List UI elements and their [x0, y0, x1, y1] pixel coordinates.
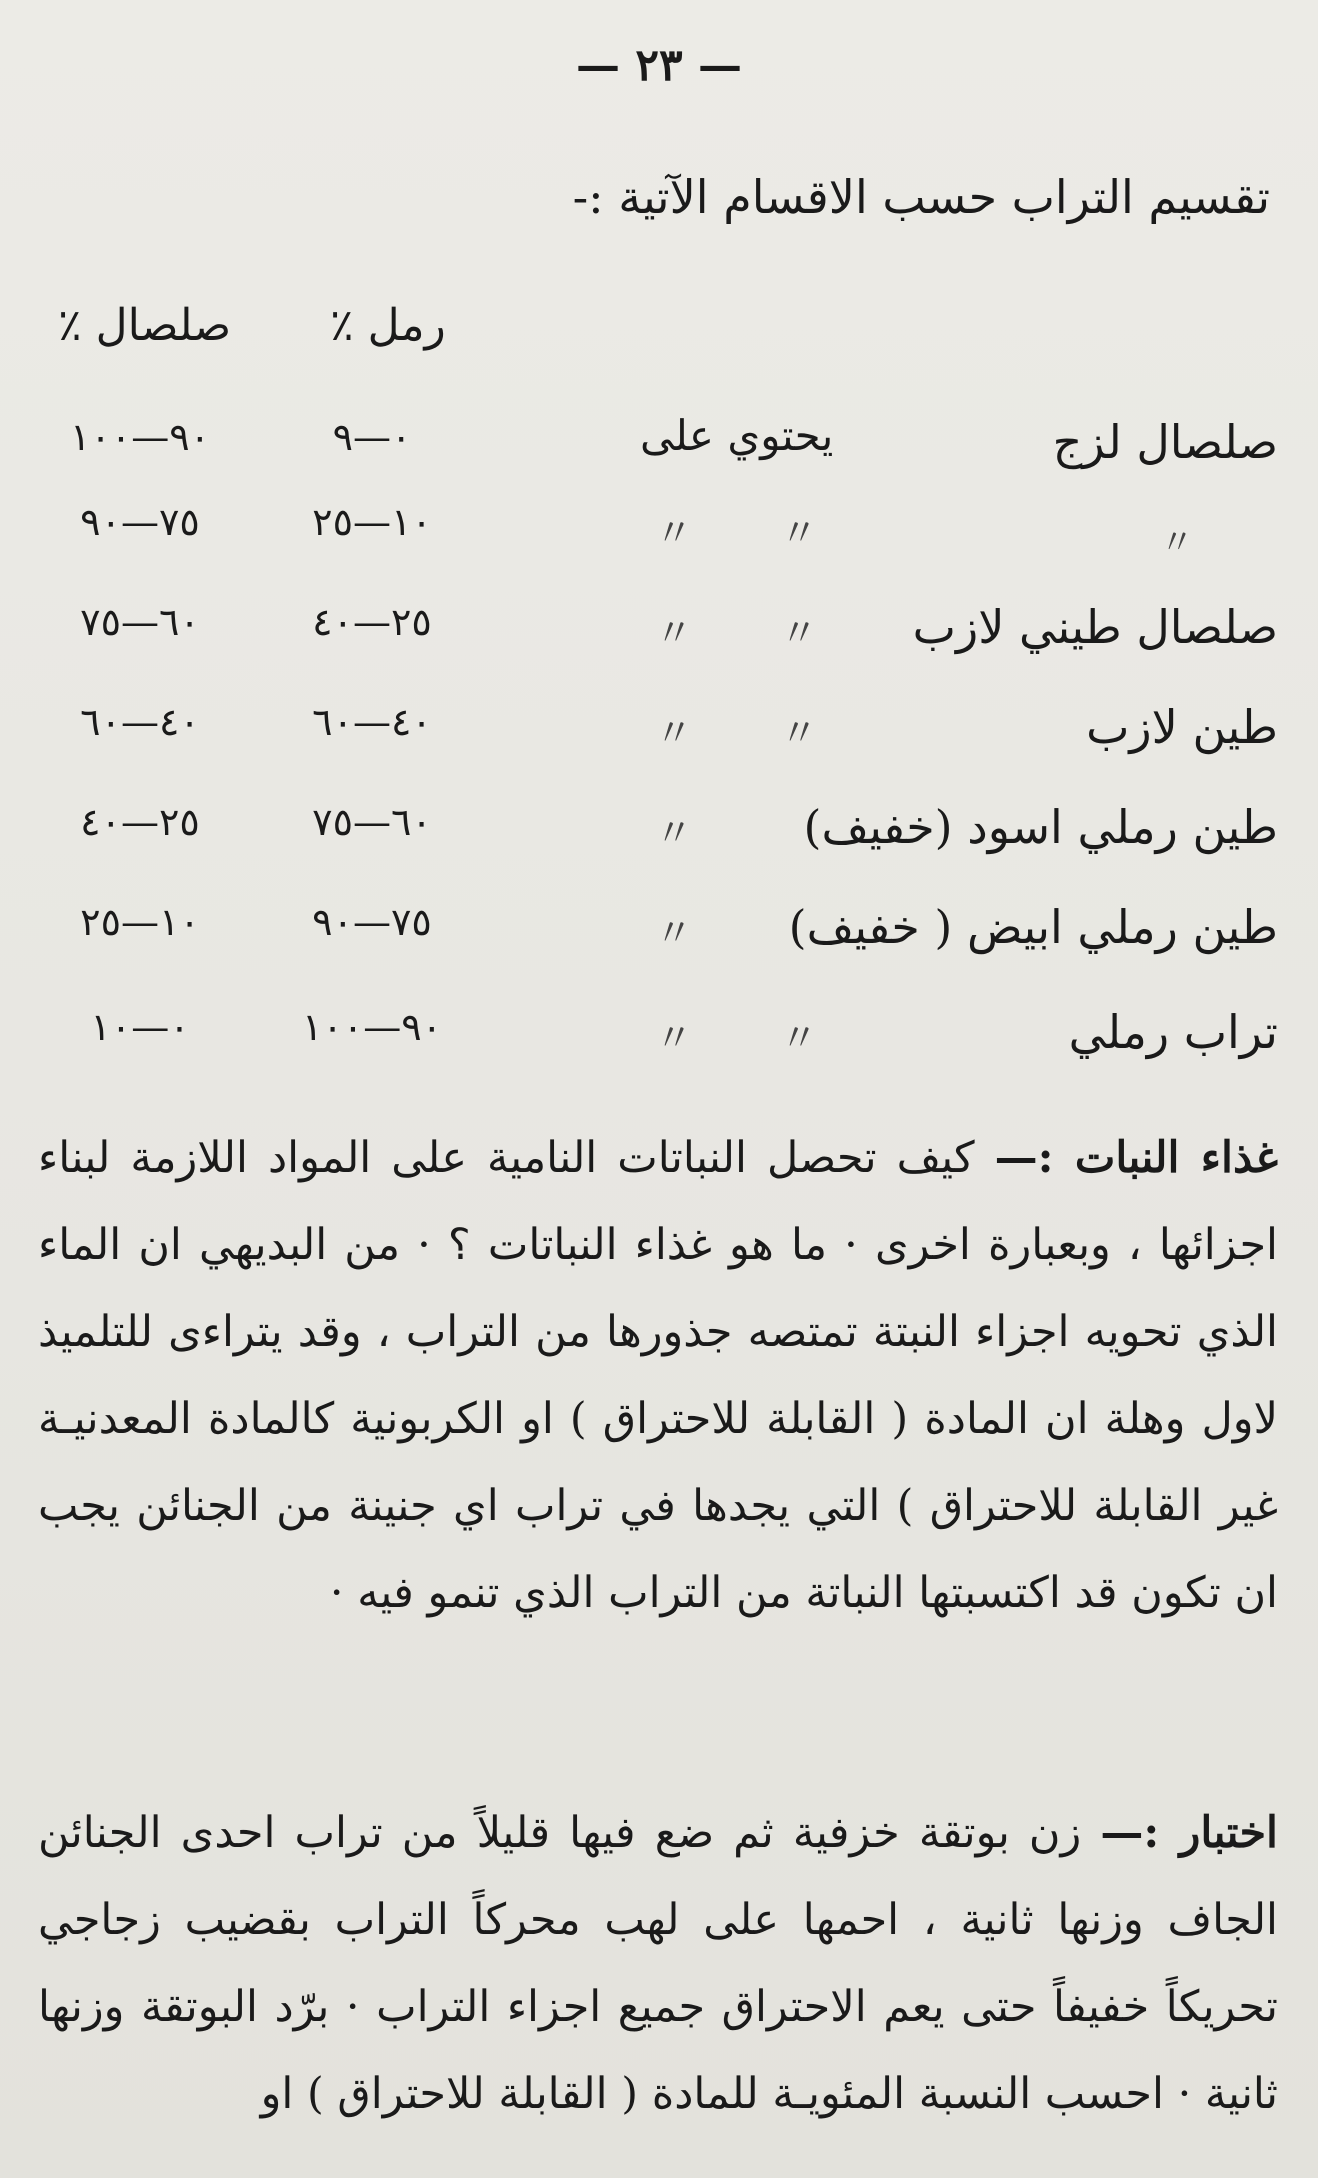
column-header-clay: صلصال ٪: [58, 300, 232, 351]
clay-range: ١٠—٢٥: [80, 900, 200, 944]
clay-range: ٧٥—٩٠: [80, 500, 200, 544]
ditto-mark: 〃: [655, 511, 694, 555]
ditto-mark: 〃: [780, 511, 819, 555]
table-row: [0, 500, 1318, 600]
ditto-mark: 〃: [655, 1016, 694, 1060]
ditto-mark: 〃: [655, 811, 694, 855]
section-heading: تقسيم التراب حسب الاقسام الآتية :-: [572, 170, 1270, 224]
paragraph-lead: غذاء النبات :—: [994, 1133, 1278, 1183]
soil-name: طين رملي اسود (خفيف): [803, 800, 1278, 854]
table-row: [0, 700, 1318, 800]
clay-range: ٠—١٠: [90, 1005, 190, 1049]
soil-name: صلصال لزج: [1052, 415, 1278, 469]
ditto-mark: 〃: [780, 611, 819, 655]
clay-range: ٦٠—٧٥: [80, 600, 200, 644]
ditto-mark: 〃: [655, 611, 694, 655]
clay-range: ٤٠—٦٠: [80, 700, 200, 744]
clay-range: ٩٠—١٠٠: [69, 415, 211, 459]
contains-label: يحتوي على: [640, 411, 834, 460]
paragraph-text: زن بوتقة خزفية ثم ضع فيها قليلاً من تراب احدى الجنائن الجاف وزنها ثانية ، احمها على لهب محركاً التراب بقضيب زجاجي تحريكاً خفيفاً حتى يعم الاحتراق جميع اجزاء التراب · برّد البوتقة وزنها ثانية · احسب النسبة المئويـة للمادة ( القابلة للاحتراق ) او: [38, 1808, 1278, 2119]
soil-name: تراب رملي: [1068, 1005, 1278, 1059]
sand-range: ٧٥—٩٠: [312, 900, 432, 944]
clay-range: ٢٥—٤٠: [80, 800, 200, 844]
table-row: [0, 600, 1318, 700]
sand-range: ٤٠—٦٠: [312, 700, 432, 744]
ditto-mark: 〃: [655, 711, 694, 755]
table-row: [0, 1005, 1318, 1105]
column-header-sand: رمل ٪: [330, 300, 446, 351]
paragraph-lead: اختبار :—: [1100, 1808, 1278, 1858]
ditto-mark: 〃: [655, 911, 694, 955]
page-number: — ٢٣ —: [576, 40, 742, 91]
sand-range: ٢٥—٤٠: [312, 600, 432, 644]
ditto-mark: 〃: [1160, 523, 1194, 563]
soil-name: صلصال طيني لازب: [912, 600, 1278, 654]
paragraph-plant-food: [38, 1115, 1278, 1637]
ditto-mark: 〃: [780, 1016, 819, 1060]
table-row: [0, 800, 1318, 900]
soil-name: طين لازب: [1086, 700, 1278, 754]
sand-range: ٦٠—٧٥: [312, 800, 432, 844]
soil-name: طين رملي ابيض ( خفيف): [788, 900, 1278, 954]
ditto-mark: 〃: [780, 711, 819, 755]
paragraph-text: كيف تحصل النباتات النامية على المواد اللازمة لبناء اجزائها ، وبعبارة اخرى · ما هو غذاء النباتات ؟ · من البديهي ان الماء الذي تحويه اجزاء النبتة تمتصه جذورها من التراب ، وقد يتراءى للتلميذ لاول وهلة ان المادة ( القابلة للاحتراق ) او الكربونية كالمادة المعدنيـة غير القابلة للاحتراق ) التي يجدها في تراب اي جنينة من الجنائن يجب ان تكون قد اكتسبتها النباتة من التراب الذي تنمو فيه ·: [38, 1133, 1278, 1618]
sand-range: ٩٠—١٠٠: [301, 1005, 443, 1049]
sand-range: ٠—٩: [332, 415, 412, 459]
table-row: [0, 900, 1318, 1000]
sand-range: ١٠—٢٥: [312, 500, 432, 544]
paragraph-experiment: [38, 1790, 1278, 2138]
